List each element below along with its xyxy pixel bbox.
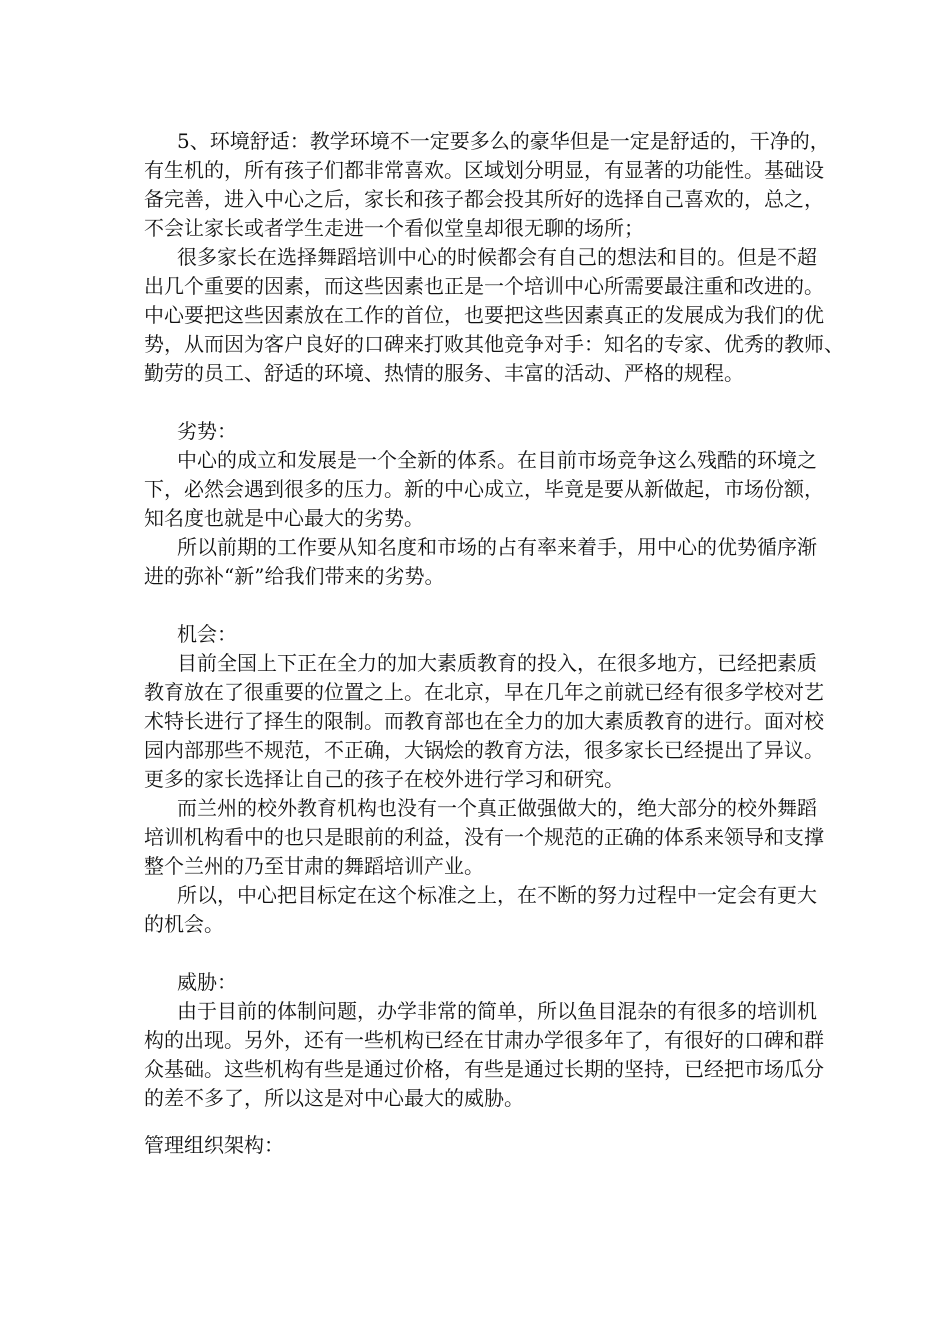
paragraph-line: 中心的成立和发展是一个全新的体系。在目前市场竞争这么残酷的环境之 bbox=[177, 448, 817, 472]
paragraph-line: 勤劳的员工、舒适的环境、热情的服务、丰富的活动、严格的规程。 bbox=[144, 361, 744, 385]
section-heading-opportunity: 机会： bbox=[177, 622, 237, 646]
paragraph-line: 势，从而因为客户良好的口碑来打败其他竞争对手：知名的专家、优秀的教师、 bbox=[144, 332, 844, 356]
paragraph-line: 更多的家长选择让自己的孩子在校外进行学习和研究。 bbox=[144, 767, 624, 791]
paragraph-line: 所以前期的工作要从知名度和市场的占有率来着手，用中心的优势循序渐 bbox=[177, 535, 817, 559]
paragraph-line: 不会让家长或者学生走进一个看似堂皇却很无聊的场所； bbox=[144, 216, 644, 240]
paragraph-line: 很多家长在选择舞蹈培训中心的时候都会有自己的想法和目的。但是不超 bbox=[177, 245, 817, 269]
paragraph-line: 下，必然会遇到很多的压力。新的中心成立，毕竟是要从新做起，市场份额， bbox=[144, 477, 824, 501]
paragraph-line: 所以，中心把目标定在这个标准之上，在不断的努力过程中一定会有更大 bbox=[177, 883, 817, 907]
paragraph-line: 中心要把这些因素放在工作的首位，也要把这些因素真正的发展成为我们的优 bbox=[144, 303, 824, 327]
paragraph-line: 目前全国上下正在全力的加大素质教育的投入，在很多地方，已经把素质 bbox=[177, 651, 817, 675]
paragraph-line: 进的弥补“新”给我们带来的劣势。 bbox=[144, 564, 445, 588]
paragraph-line: 园内部那些不规范，不正确，大锅烩的教育方法，很多家长已经提出了异议。 bbox=[144, 738, 824, 762]
paragraph-line: 出几个重要的因素，而这些因素也正是一个培训中心所需要最注重和改进的。 bbox=[144, 274, 824, 298]
section-heading-weakness: 劣势： bbox=[177, 419, 237, 443]
paragraph-line: 的机会。 bbox=[144, 912, 224, 936]
paragraph-line: 整个兰州的乃至甘肃的舞蹈培训产业。 bbox=[144, 854, 484, 878]
paragraph-line: 备完善，进入中心之后，家长和孩子都会投其所好的选择自己喜欢的，总之， bbox=[144, 187, 824, 211]
paragraph-line: 培训机构看中的也只是眼前的利益，没有一个规范的正确的体系来领导和支撑 bbox=[144, 825, 824, 849]
paragraph-line: 而兰州的校外教育机构也没有一个真正做强做大的，绝大部分的校外舞蹈 bbox=[177, 796, 817, 820]
paragraph-line: 由于目前的体制问题，办学非常的简单，所以鱼目混杂的有很多的培训机 bbox=[177, 999, 817, 1023]
paragraph-line: 5、环境舒适：教学环境不一定要多么的豪华但是一定是舒适的，干净的， bbox=[177, 129, 830, 153]
paragraph-line: 知名度也就是中心最大的劣势。 bbox=[144, 506, 424, 530]
paragraph-line: 有生机的，所有孩子们都非常喜欢。区域划分明显，有显著的功能性。基础设 bbox=[144, 158, 824, 182]
paragraph-line: 教育放在了很重要的位置之上。在北京，早在几年之前就已经有很多学校对艺 bbox=[144, 680, 824, 704]
paragraph-line: 构的出现。另外，还有一些机构已经在甘肃办学很多年了，有很好的口碑和群 bbox=[144, 1028, 824, 1052]
section-heading-org-structure: 管理组织架构： bbox=[144, 1133, 284, 1157]
paragraph-line: 术特长进行了择生的限制。而教育部也在全力的加大素质教育的进行。面对校 bbox=[144, 709, 824, 733]
paragraph-line: 众基础。这些机构有些是通过价格，有些是通过长期的坚持，已经把市场瓜分 bbox=[144, 1057, 824, 1081]
section-heading-threat: 威胁： bbox=[177, 970, 237, 994]
paragraph-line: 的差不多了，所以这是对中心最大的威胁。 bbox=[144, 1086, 524, 1110]
